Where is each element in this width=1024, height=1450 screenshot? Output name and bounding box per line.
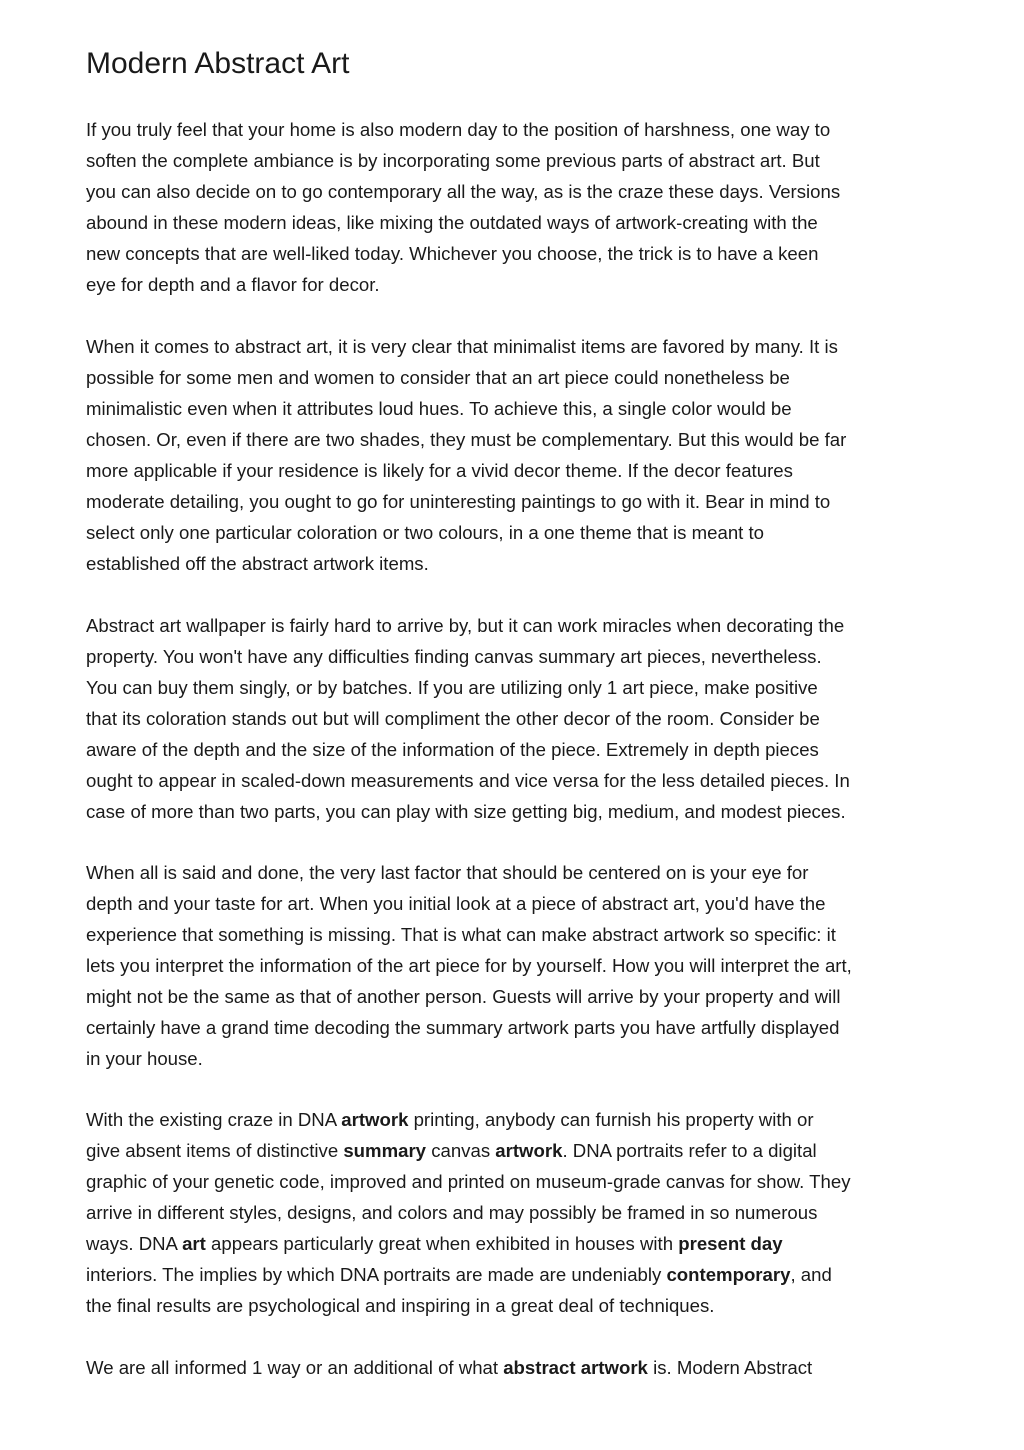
text-run: case of more than two parts, you can play with size getting big, medium, and modest pieces. — [86, 801, 846, 822]
text-line — [86, 362, 946, 393]
text-line — [86, 455, 946, 486]
text-line — [86, 1197, 946, 1228]
text-run: You can buy them singly, or by batches. If you are utilizing only 1 art piece, make positive — [86, 677, 818, 698]
paragraph-5 — [86, 1104, 946, 1321]
text-run: appears particularly great when exhibited in houses with — [205, 1233, 679, 1254]
text-run: minimalistic even when it attributes loud hues. To achieve this, a single color would be — [86, 398, 792, 419]
bold-keyword: contemporary — [666, 1264, 791, 1285]
text-run: ways. DNA — [86, 1233, 183, 1254]
text-line — [86, 1228, 946, 1259]
text-run: If you truly feel that your home is also modern day to the position of harshness, one way to — [86, 119, 831, 140]
bold-keyword: summary — [343, 1140, 427, 1161]
text-run: aware of the depth and the size of the information of the piece. Extremely in depth pieces — [86, 739, 819, 760]
text-line — [86, 548, 946, 579]
text-run: that its coloration stands out but will compliment the other decor of the room. Consider be — [86, 708, 820, 729]
page-title: Modern Abstract Art — [86, 47, 350, 80]
paragraph-4 — [86, 857, 946, 1074]
text-line — [86, 1104, 946, 1135]
paragraph-6 — [86, 1352, 946, 1383]
text-run: depth and your taste for art. When you initial look at a piece of abstract art, you'd have the — [86, 893, 826, 914]
bold-keyword: artwork — [341, 1109, 409, 1130]
text-run: eye for depth and a flavor for decor. — [86, 274, 380, 295]
text-line — [86, 950, 946, 981]
text-line — [86, 796, 946, 827]
bold-keyword: art — [182, 1233, 206, 1254]
text-line — [86, 145, 946, 176]
text-line — [86, 857, 946, 888]
paragraph-2 — [86, 331, 946, 579]
bold-keyword: present day — [678, 1233, 783, 1254]
text-run: more applicable if your residence is likely for a vivid decor theme. If the decor features — [86, 460, 793, 481]
text-run: the final results are psychological and inspiring in a great deal of techniques. — [86, 1295, 715, 1316]
text-line — [86, 1259, 946, 1290]
text-line — [86, 1043, 946, 1074]
text-line — [86, 703, 946, 734]
text-line — [86, 672, 946, 703]
text-run: Abstract art wallpaper is fairly hard to arrive by, but it can work miracles when decorating the — [86, 615, 845, 636]
text-line — [86, 1166, 946, 1197]
text-line — [86, 641, 946, 672]
text-run: experience that something is missing. That is what can make abstract artwork so specific: it — [86, 924, 836, 945]
text-run: you can also decide on to go contemporary all the way, as is the craze these days. Versions — [86, 181, 841, 202]
bold-keyword: artwork — [495, 1140, 563, 1161]
text-run: canvas — [426, 1140, 496, 1161]
text-run: soften the complete ambiance is by incorporating some previous parts of abstract art. But — [86, 150, 820, 171]
text-run: moderate detailing, you ought to go for uninteresting paintings to go with it. Bear in mind to — [86, 491, 831, 512]
text-run: printing, anybody can furnish his property with or — [408, 1109, 814, 1130]
text-line — [86, 1290, 946, 1321]
text-run: abound in these modern ideas, like mixing the outdated ways of artwork-creating with the — [86, 212, 818, 233]
text-line — [86, 176, 946, 207]
text-line — [86, 919, 946, 950]
text-run: might not be the same as that of another person. Guests will arrive by your property and will — [86, 986, 841, 1007]
text-line — [86, 114, 946, 145]
paragraph-3 — [86, 610, 946, 827]
text-run: , and — [790, 1264, 832, 1285]
bold-keyword: abstract artwork — [503, 1357, 648, 1378]
text-run: certainly have a grand time decoding the summary artwork parts you have artfully displayed — [86, 1017, 840, 1038]
text-run: is. Modern Abstract — [647, 1357, 813, 1378]
text-line — [86, 610, 946, 641]
text-run: When it comes to abstract art, it is very clear that minimalist items are favored by many. It is — [86, 336, 838, 357]
text-line — [86, 269, 946, 300]
text-line — [86, 486, 946, 517]
text-run: With the existing craze in DNA — [86, 1109, 342, 1130]
text-run: interiors. The implies by which DNA portraits are made are undeniably — [86, 1264, 667, 1285]
text-line — [86, 888, 946, 919]
text-line — [86, 331, 946, 362]
text-line — [86, 981, 946, 1012]
text-run: select only one particular coloration or two colours, in a one theme that is meant to — [86, 522, 764, 543]
text-run: new concepts that are well-liked today. Whichever you choose, the trick is to have a keen — [86, 243, 819, 264]
text-run: . DNA portraits refer to a digital — [562, 1140, 817, 1161]
text-run: ought to appear in scaled-down measurements and vice versa for the less detailed pieces. In — [86, 770, 850, 791]
text-run: in your house. — [86, 1048, 203, 1069]
text-line — [86, 393, 946, 424]
paragraph-1 — [86, 114, 946, 300]
text-run: possible for some men and women to consider that an art piece could nonetheless be — [86, 367, 790, 388]
text-line — [86, 207, 946, 238]
text-run: When all is said and done, the very last factor that should be centered on is your eye for — [86, 862, 809, 883]
text-line — [86, 1012, 946, 1043]
text-run: We are all informed 1 way or an additional of what — [86, 1357, 504, 1378]
text-run: arrive in different styles, designs, and colors and may possibly be framed in so numerous — [86, 1202, 818, 1223]
text-line — [86, 424, 946, 455]
text-run: established off the abstract artwork items. — [86, 553, 429, 574]
text-line — [86, 765, 946, 796]
text-line — [86, 1135, 946, 1166]
text-line — [86, 238, 946, 269]
text-run: graphic of your genetic code, improved and printed on museum-grade canvas for show. They — [86, 1171, 851, 1192]
text-line — [86, 734, 946, 765]
text-line — [86, 1352, 946, 1383]
text-run: chosen. Or, even if there are two shades, they must be complementary. But this would be far — [86, 429, 847, 450]
text-run: property. You won't have any difficulties finding canvas summary art pieces, nevertheless. — [86, 646, 822, 667]
text-line — [86, 517, 946, 548]
text-run: give absent items of distinctive — [86, 1140, 344, 1161]
text-run: lets you interpret the information of the art piece for by yourself. How you will interpret the art, — [86, 955, 852, 976]
